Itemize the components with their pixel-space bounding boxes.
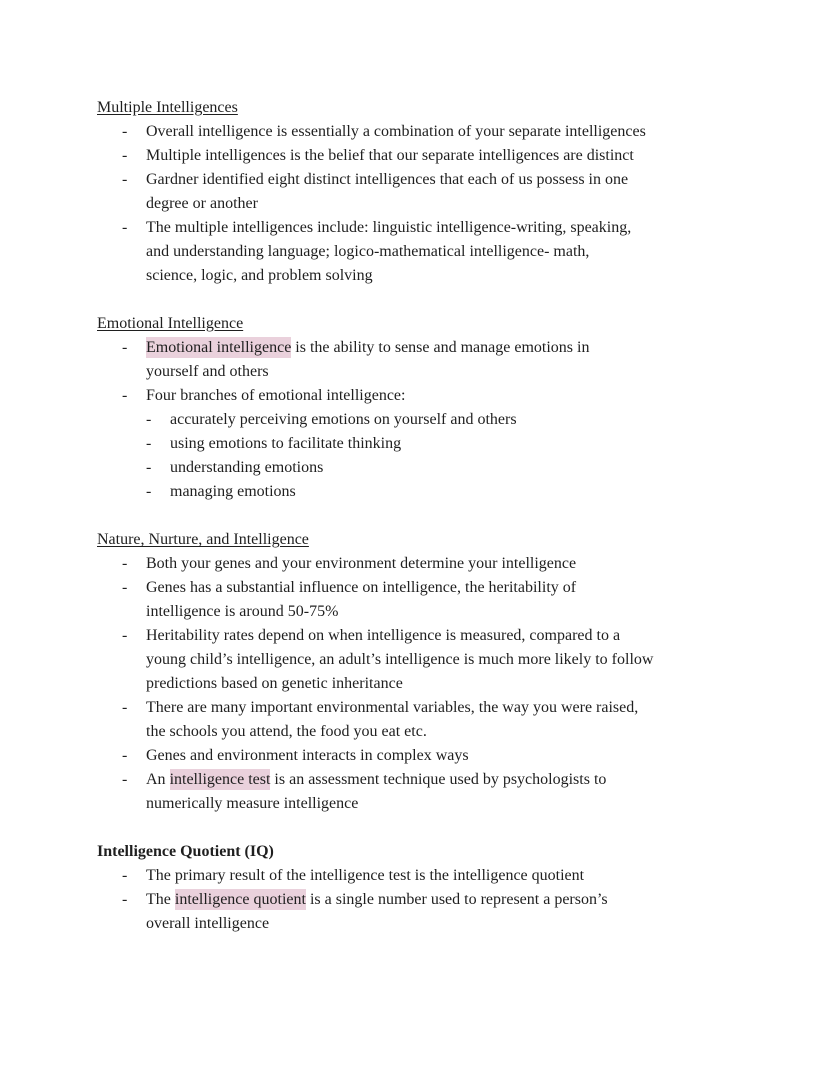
- bullet-dash-marker: -: [122, 579, 128, 596]
- document-section: [97, 528, 731, 816]
- bullet-item: [97, 144, 731, 168]
- text-run: overall intelligence: [146, 915, 270, 932]
- bullet-dash-marker: -: [122, 387, 128, 404]
- text-run: degree or another: [146, 195, 258, 212]
- text-run: science, logic, and problem solving: [146, 267, 373, 284]
- section-heading: Nature, Nurture, and Intelligence: [97, 531, 309, 548]
- document-section: [97, 840, 731, 936]
- bullet-dash-marker: -: [122, 171, 128, 188]
- bullet-dash-marker: -: [122, 867, 128, 884]
- bullet-dash-marker: -: [146, 435, 152, 452]
- text-run: young child’s intelligence, an adult’s intelligence is much more likely to follow: [146, 651, 654, 668]
- bullet-item: [97, 552, 731, 576]
- bullet-text: [146, 384, 731, 408]
- bullet-text: [170, 432, 731, 456]
- bullet-text: [146, 168, 731, 216]
- bullet-item: [97, 480, 731, 504]
- bullet-text: [170, 480, 731, 504]
- text-run: the schools you attend, the food you eat etc.: [146, 723, 427, 740]
- bullet-text: [146, 216, 731, 288]
- text-run: understanding emotions: [170, 459, 324, 476]
- text-run: intelligence is around 50-75%: [146, 603, 339, 620]
- highlighted-text: intelligence test: [169, 771, 271, 788]
- text-run: The: [146, 891, 175, 908]
- section-heading: Intelligence Quotient (IQ): [97, 843, 274, 860]
- bullet-item: [97, 168, 731, 216]
- text-run: is the ability to sense and manage emotions in: [291, 339, 590, 356]
- text-run: Genes has a substantial influence on intelligence, the heritability of: [146, 579, 577, 596]
- bullet-dash-marker: -: [146, 411, 152, 428]
- bullet-item: [97, 768, 731, 816]
- bullet-text: [146, 768, 731, 816]
- text-run: managing emotions: [170, 483, 296, 500]
- bullet-item: [97, 576, 731, 624]
- section-heading: Multiple Intelligences: [97, 99, 238, 116]
- text-run: There are many important environmental variables, the way you were raised,: [146, 699, 639, 716]
- bullet-text: [146, 624, 731, 696]
- text-run: An: [146, 771, 170, 788]
- bullet-item: [97, 216, 731, 288]
- bullet-text: [170, 456, 731, 480]
- document-section: [97, 96, 731, 288]
- bullet-item: [97, 696, 731, 744]
- bullet-text: [146, 744, 731, 768]
- text-run: predictions based on genetic inheritance: [146, 675, 403, 692]
- bullet-text: [146, 144, 731, 168]
- bullet-dash-marker: -: [146, 483, 152, 500]
- bullet-dash-marker: -: [122, 891, 128, 908]
- bullet-dash-marker: -: [122, 219, 128, 236]
- bullet-text: [146, 888, 731, 936]
- bullet-text: [146, 864, 731, 888]
- bullet-text: [146, 696, 731, 744]
- bullet-dash-marker: -: [122, 339, 128, 356]
- bullet-item: [97, 864, 731, 888]
- bullet-item: [97, 120, 731, 144]
- bullet-dash-marker: -: [122, 771, 128, 788]
- bullet-item: [97, 336, 731, 384]
- bullet-item: [97, 456, 731, 480]
- section-heading: Emotional Intelligence: [97, 315, 244, 332]
- text-run: Genes and environment interacts in complex ways: [146, 747, 469, 764]
- bullet-text: [170, 408, 731, 432]
- text-run: is an assessment technique used by psychologists to: [270, 771, 607, 788]
- bullet-item: [97, 888, 731, 936]
- text-run: Overall intelligence is essentially a combination of your separate intelligences: [146, 123, 646, 140]
- bullet-dash-marker: -: [122, 555, 128, 572]
- text-run: yourself and others: [146, 363, 269, 380]
- bullet-item: [97, 384, 731, 408]
- bullet-item: [97, 744, 731, 768]
- bullet-dash-marker: -: [146, 459, 152, 476]
- text-run: Heritability rates depend on when intelligence is measured, compared to a: [146, 627, 621, 644]
- text-run: Four branches of emotional intelligence:: [146, 387, 406, 404]
- text-run: accurately perceiving emotions on yourself and others: [170, 411, 517, 428]
- text-run: numerically measure intelligence: [146, 795, 359, 812]
- text-run: Gardner identified eight distinct intelligences that each of us possess in one: [146, 171, 629, 188]
- text-run: Multiple intelligences is the belief that our separate intelligences are distinct: [146, 147, 634, 164]
- bullet-dash-marker: -: [122, 699, 128, 716]
- text-run: Both your genes and your environment determine your intelligence: [146, 555, 577, 572]
- highlighted-text: Emotional intelligence: [146, 339, 292, 356]
- bullet-dash-marker: -: [122, 147, 128, 164]
- text-run: and understanding language; logico-mathematical intelligence- math,: [146, 243, 590, 260]
- text-run: The primary result of the intelligence test is the intelligence quotient: [146, 867, 585, 884]
- bullet-dash-marker: -: [122, 747, 128, 764]
- bullet-item: [97, 624, 731, 696]
- text-run: is a single number used to represent a person’s: [305, 891, 608, 908]
- bullet-text: [146, 576, 731, 624]
- bullet-text: [146, 120, 731, 144]
- bullet-item: [97, 408, 731, 432]
- document-section: [97, 312, 731, 504]
- text-run: The multiple intelligences include: linguistic intelligence-writing, speaking,: [146, 219, 632, 236]
- text-run: using emotions to facilitate thinking: [170, 435, 402, 452]
- bullet-dash-marker: -: [122, 123, 128, 140]
- bullet-item: [97, 432, 731, 456]
- document-content: [97, 96, 731, 936]
- bullet-text: [146, 336, 731, 384]
- bullet-text: [146, 552, 731, 576]
- bullet-dash-marker: -: [122, 627, 128, 644]
- highlighted-text: intelligence quotient: [174, 891, 306, 908]
